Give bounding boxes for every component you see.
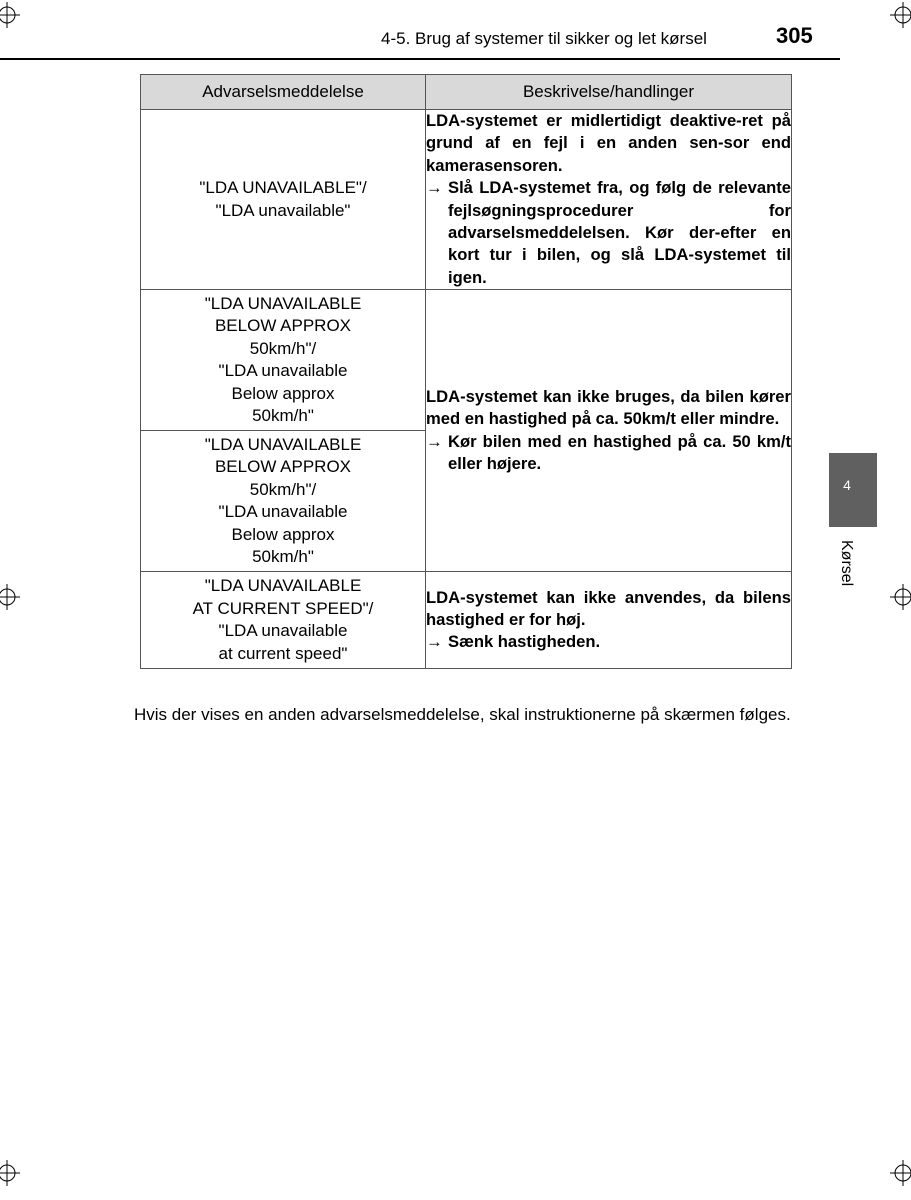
description-cell (426, 572, 792, 669)
description-text: LDA-systemet kan ikke bruges, da bilen kører med en hastighed på ca. 50km/t eller mindre. (426, 386, 791, 429)
message-line: BELOW APPROX (214, 316, 352, 336)
message-line: "LDA UNAVAILABLE (204, 293, 362, 313)
table-row (141, 110, 792, 290)
arrow-icon: → (426, 178, 443, 198)
message-line: Below approx (231, 524, 335, 544)
table-row (141, 572, 792, 669)
page-header (0, 0, 911, 60)
message-line: Below approx (231, 383, 335, 403)
message-line: BELOW APPROX (214, 457, 352, 477)
warning-message-cell (141, 290, 426, 431)
action-text: Sænk hastigheden. (448, 632, 601, 652)
description-cell (426, 290, 792, 572)
description-text: LDA-systemet er midlertidigt deaktive-ret på grund af en fejl i en anden sen-sor end kamerasensoren. (426, 111, 791, 175)
message-line: "LDA unavailable (218, 361, 348, 381)
instruction-note: Hvis der vises en anden advarselsmeddelelse, skal instruktionerne på skærmen følges. (134, 705, 791, 724)
message-line: "LDA UNAVAILABLE"/ (199, 178, 367, 198)
chapter-label-container (836, 540, 856, 600)
header-description-actions: Beskrivelse/handlinger (426, 75, 792, 110)
action-step (426, 631, 791, 653)
action-step (426, 431, 791, 476)
description-text: LDA-systemet kan ikke anvendes, da bilens hastighed er for høj. (426, 587, 791, 630)
message-line: 50km/h" (252, 547, 314, 567)
action-step (426, 177, 791, 289)
warning-message-cell (141, 110, 426, 290)
message-line: "LDA UNAVAILABLE (204, 434, 362, 454)
chapter-label: Kørsel (838, 540, 855, 587)
table-row (141, 290, 792, 431)
message-line: "LDA unavailable (218, 502, 348, 522)
message-line: 50km/h" (252, 406, 314, 426)
chapter-number: 4 (843, 477, 851, 493)
section-title: 4-5. Brug af systemer til sikker og let kørsel (381, 29, 707, 48)
header-warning-message: Advarselsmeddelelse (141, 75, 426, 110)
header-rule (0, 58, 840, 60)
message-line: "LDA unavailable" (215, 200, 351, 220)
registration-mark-icon (890, 584, 911, 610)
warning-message-table (140, 74, 792, 669)
arrow-icon: → (426, 632, 443, 652)
description-cell (426, 110, 792, 290)
chapter-tab (829, 453, 877, 527)
message-line: 50km/h"/ (249, 479, 317, 499)
message-line: AT CURRENT SPEED"/ (192, 598, 374, 618)
arrow-icon: → (426, 431, 443, 451)
registration-mark-icon (890, 1160, 911, 1186)
warning-message-cell (141, 572, 426, 669)
action-text: Slå LDA-systemet fra, og følg de relevante fejlsøgningsprocedurer for advarselsmeddelelsen. Kør der-efter en kort tur i bilen, og slå LDA-systemet til igen. (448, 178, 791, 287)
warning-message-cell (141, 431, 426, 572)
message-line: "LDA unavailable (218, 621, 348, 641)
table-header-row (141, 75, 792, 110)
message-line: "LDA UNAVAILABLE (204, 576, 362, 596)
message-line: at current speed" (218, 643, 348, 663)
registration-mark-icon (0, 1160, 20, 1186)
action-text: Kør bilen med en hastighed på ca. 50 km/t eller højere. (448, 431, 791, 474)
registration-mark-icon (0, 584, 20, 610)
page-number: 305 (776, 23, 813, 48)
message-line: 50km/h"/ (249, 338, 317, 358)
